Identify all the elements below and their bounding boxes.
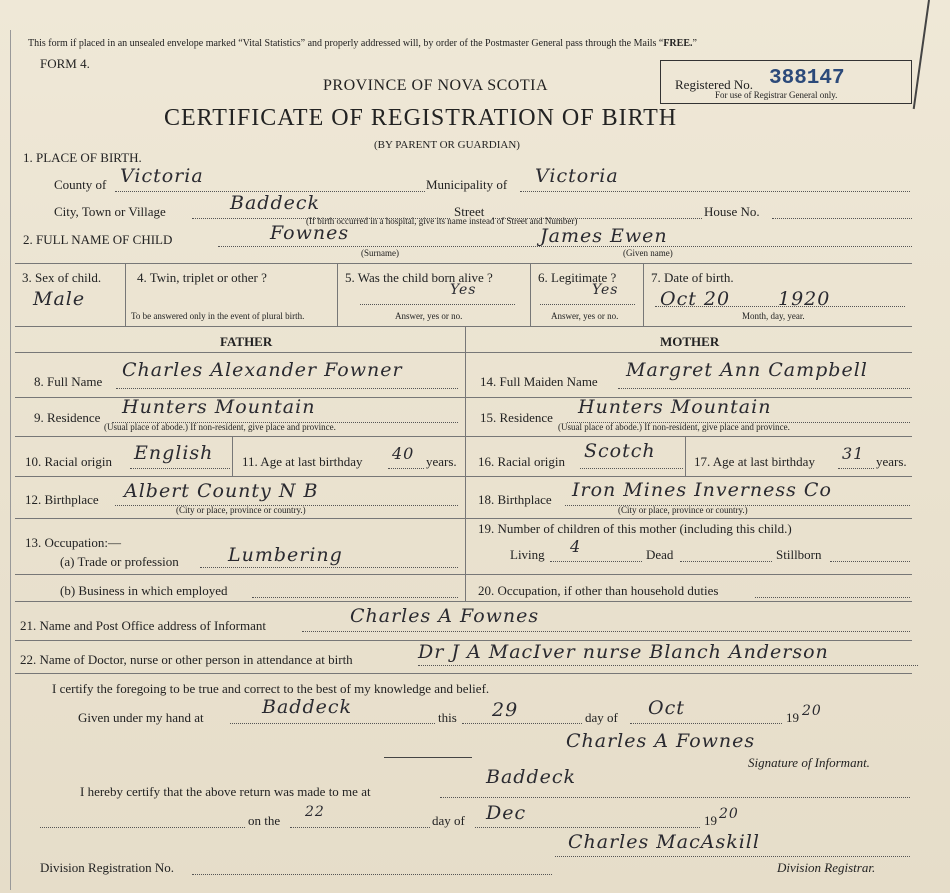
hospital-note: (If birth occurred in a hospital, give its name instead of Street and Number)	[306, 216, 578, 226]
dob-label: 7. Date of birth.	[651, 270, 734, 285]
on-the-value: 22	[305, 804, 325, 820]
mother-age-value: 31	[842, 444, 865, 463]
father-birthplace-value: Albert County N B	[124, 480, 319, 502]
house-no-label: House No.	[704, 204, 760, 219]
twin-label: 4. Twin, triplet or other ?	[137, 270, 267, 285]
stillborn-label: Stillborn	[776, 547, 822, 562]
mother-birthplace-value: Iron Mines Inverness Co	[572, 479, 832, 501]
informant-signature: Charles A Fownes	[566, 730, 756, 752]
registrar-caption: Division Registrar.	[777, 860, 876, 875]
mother-residence-label: 15. Residence	[480, 410, 553, 425]
business-label: (b) Business in which employed	[60, 583, 228, 598]
child-surname-value: Fownes	[270, 222, 350, 244]
father-age-unit: years.	[426, 454, 457, 469]
father-age-value: 40	[392, 444, 415, 463]
reg-day-of-label: day of	[432, 813, 465, 828]
mother-racial-value: Scotch	[584, 440, 656, 462]
this-label: this	[438, 710, 457, 725]
twin-note: To be answered only in the event of plural birth.	[131, 311, 305, 321]
place-of-birth-label: 1. PLACE OF BIRTH.	[23, 150, 142, 165]
mother-residence-note: (Usual place of abode.) If non-resident, give place and province.	[558, 422, 790, 432]
certificate-subtitle: (BY PARENT OR GUARDIAN)	[374, 139, 520, 151]
city-label: City, Town or Village	[54, 204, 166, 219]
registered-label: Registered No.	[675, 77, 753, 92]
father-birthplace-note: (City or place, province or country.)	[176, 505, 306, 515]
registered-number: 388147	[769, 67, 845, 90]
mother-age-unit: years.	[876, 454, 907, 469]
child-name-label: 2. FULL NAME OF CHILD	[23, 232, 173, 247]
mother-children-label: 19. Number of children of this mother (including this child.)	[478, 521, 792, 536]
given-place-value: Baddeck	[262, 696, 353, 718]
sex-value: Male	[33, 288, 86, 310]
reg-year-prefix: 19	[704, 813, 717, 828]
registration-box	[660, 60, 912, 104]
signature-caption: Signature of Informant.	[748, 755, 870, 770]
born-alive-label: 5. Was the child born alive ?	[345, 270, 493, 285]
mother-birthplace-note: (City or place, province or country.)	[618, 505, 748, 515]
mother-occupation-label: 20. Occupation, if other than household duties	[478, 583, 719, 598]
mailing-notice	[28, 38, 697, 49]
divider	[15, 326, 912, 327]
trade-value: Lumbering	[228, 544, 343, 566]
living-label: Living	[510, 547, 545, 562]
doctor-label: 22. Name of Doctor, nurse or other person in attendance at birth	[20, 652, 353, 667]
registrar-use-note: For use of Registrar General only.	[715, 90, 838, 100]
mother-name-label: 14. Full Maiden Name	[480, 374, 598, 389]
mother-birthplace-label: 18. Birthplace	[478, 492, 552, 507]
cert-day-of-label: day of	[585, 710, 618, 725]
informant-value: Charles A Fownes	[350, 605, 540, 627]
legitimate-value: Yes	[592, 282, 619, 298]
sex-label: 3. Sex of child.	[22, 270, 102, 285]
legitimate-note: Answer, yes or no.	[551, 311, 619, 321]
trade-label: (a) Trade or profession	[60, 554, 179, 569]
occupation-label: 13. Occupation:—	[25, 535, 122, 550]
street-label: Street	[454, 204, 485, 219]
notice-free: FREE.	[663, 38, 693, 49]
father-name-value: Charles Alexander Fowner	[122, 359, 403, 381]
father-residence-value: Hunters Mountain	[122, 396, 316, 418]
registrar-place-value: Baddeck	[486, 766, 577, 788]
notice-text: This form if placed in an unsealed envelope marked “Vital Statistics” and properly addressed will, by order of the Postmaster General pass through the Mails “	[28, 38, 664, 49]
surname-caption: (Surname)	[361, 248, 399, 258]
mother-residence-value: Hunters Mountain	[578, 396, 772, 418]
father-name-label: 8. Full Name	[34, 374, 103, 389]
pen-stroke	[913, 0, 930, 109]
registrar-statement: I hereby certify that the above return was made to me at	[80, 784, 371, 799]
reg-year-value: 20	[719, 806, 739, 822]
dob-month-day: Oct 20	[660, 288, 731, 310]
mother-racial-label: 16. Racial origin	[478, 454, 566, 469]
certificate-title: CERTIFICATE OF REGISTRATION OF BIRTH	[164, 105, 678, 131]
municipality-label: Municipality of	[426, 177, 508, 192]
certification-statement: I certify the foregoing to be true and correct to the best of my knowledge and belief.	[52, 681, 490, 696]
cert-year-value: 20	[802, 703, 822, 719]
county-value: Victoria	[120, 165, 204, 187]
short-rule	[384, 757, 472, 758]
mother-heading: MOTHER	[660, 334, 720, 349]
municipality-value: Victoria	[535, 165, 619, 187]
reg-month-value: Dec	[486, 802, 527, 824]
on-the-label: on the	[248, 813, 281, 828]
division-no-label: Division Registration No.	[40, 860, 174, 875]
father-residence-label: 9. Residence	[34, 410, 101, 425]
left-border	[10, 30, 11, 890]
divider	[15, 263, 912, 264]
father-heading: FATHER	[220, 334, 273, 349]
county-label: County of	[54, 177, 107, 192]
legitimate-label: 6. Legitimate ?	[538, 270, 617, 285]
given-label: Given under my hand at	[78, 710, 204, 725]
cert-month-value: Oct	[648, 697, 685, 719]
dead-label: Dead	[646, 547, 674, 562]
province-heading: PROVINCE OF NOVA SCOTIA	[323, 77, 549, 94]
born-alive-note: Answer, yes or no.	[395, 311, 463, 321]
notice-suffix: ”	[692, 38, 697, 49]
cert-year-prefix: 19	[786, 710, 799, 725]
child-given-value: James Ewen	[540, 225, 668, 247]
mother-age-label: 17. Age at last birthday	[694, 454, 815, 469]
father-birthplace-label: 12. Birthplace	[25, 492, 99, 507]
living-value: 4	[570, 537, 582, 556]
dob-year: 1920	[778, 288, 831, 310]
this-value: 29	[492, 699, 519, 721]
city-value: Baddeck	[230, 192, 321, 214]
father-racial-value: English	[134, 442, 214, 464]
dob-note: Month, day, year.	[742, 311, 805, 321]
doctor-value: Dr J A MacIver nurse Blanch Anderson	[418, 641, 829, 663]
given-caption: (Given name)	[623, 248, 673, 258]
father-age-label: 11. Age at last birthday	[242, 454, 363, 469]
born-alive-value: Yes	[450, 282, 477, 298]
form-number: FORM 4.	[40, 56, 90, 71]
informant-label: 21. Name and Post Office address of Informant	[20, 618, 266, 633]
father-residence-note: (Usual place of abode.) If non-resident, give place and province.	[104, 422, 336, 432]
father-racial-label: 10. Racial origin	[25, 454, 113, 469]
registrar-signature: Charles MacAskill	[568, 831, 760, 853]
mother-name-value: Margret Ann Campbell	[626, 359, 868, 381]
